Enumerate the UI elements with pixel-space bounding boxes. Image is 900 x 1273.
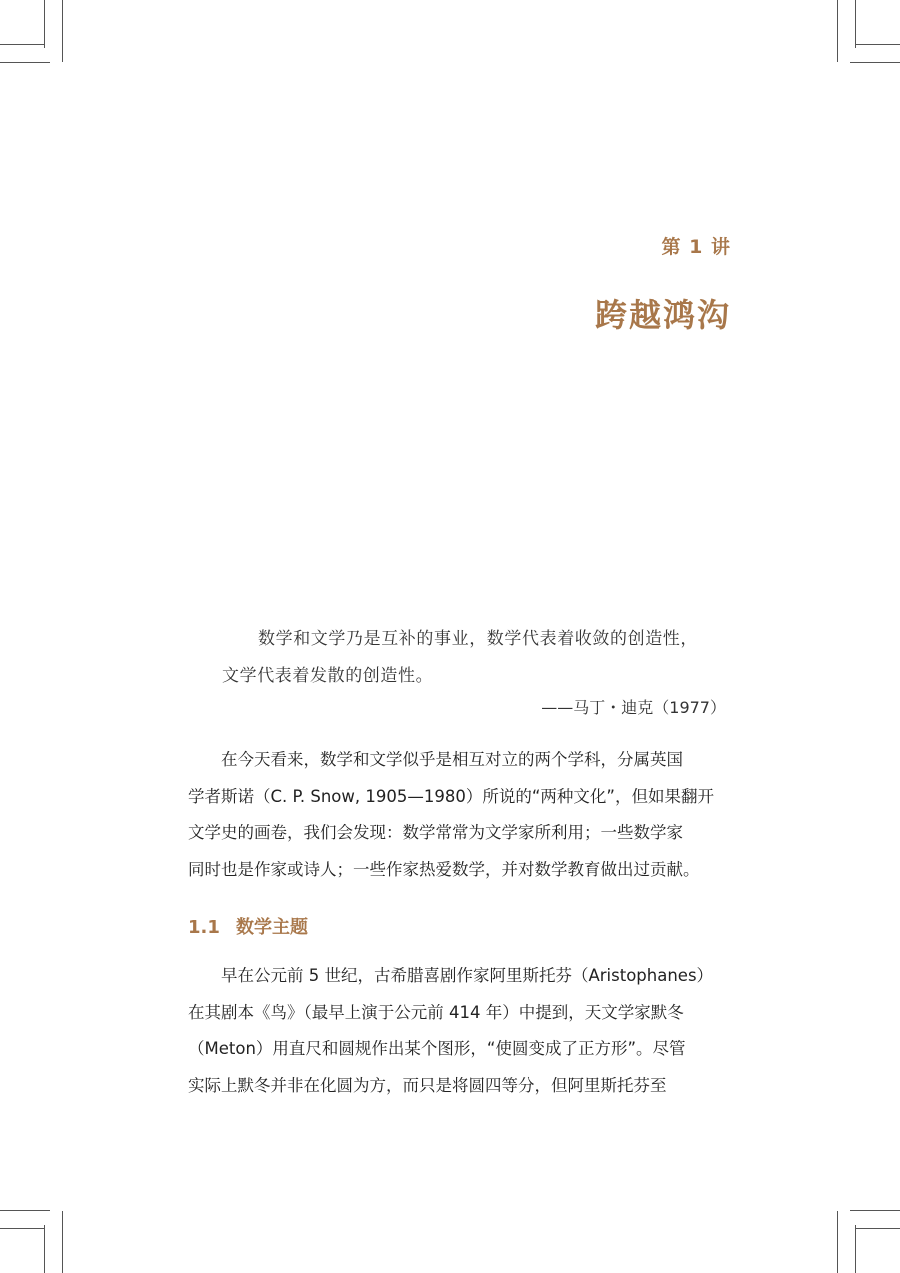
body-paragraph [188,958,736,1104]
intro-paragraph [188,742,736,888]
epigraph-line-1: 数学和文学乃是互补的事业，数学代表着收敛的创造性， [258,629,698,649]
epigraph-line-2: 文学代表着发散的创造性。 [222,666,434,686]
crop-mark-bottom-left-v2 [44,1225,45,1273]
crop-mark-top-right-v2 [855,0,856,48]
intro-line: 同时也是作家或诗人；一些作家热爱数学，并对数学教育做出过贡献。 [188,859,700,879]
intro-line: 文学史的画卷，我们会发现：数学常常为文学家所利用；一些数学家 [188,823,683,842]
section-heading [188,913,308,939]
section-title: 数学主题 [236,917,308,938]
body-line: （Meton）用直尺和圆规作出某个图形，“使圆变成了正方形”。尽管 [188,1039,686,1058]
crop-mark-top-right-h [850,62,900,63]
crop-mark-top-left-h2 [0,44,44,45]
chapter-title: 跨越鸿沟 [594,296,731,334]
crop-mark-top-right-v [837,0,838,62]
crop-mark-bottom-right-v2 [855,1225,856,1273]
crop-mark-bottom-right-h [850,1210,900,1211]
crop-mark-top-right-h2 [856,44,900,45]
body-line: 早在公元前 5 世纪，古希腊喜剧作家阿里斯托芬（Aristophanes） [188,966,714,985]
epigraph-attribution: ——马丁・迪克（1977） [541,698,726,717]
crop-mark-top-left-v2 [44,0,45,48]
crop-mark-bottom-left-h2 [0,1228,44,1229]
section-number: 1.1 [188,917,220,938]
crop-mark-top-left-h [0,62,50,63]
crop-mark-top-left-v [62,0,63,62]
body-line: 在其剧本《鸟》（最早上演于公元前 414 年）中提到，天文学家默冬 [188,1002,684,1022]
body-line: 实际上默冬并非在化圆为方，而只是将圆四等分，但阿里斯托芬至 [188,1075,667,1095]
chapter-number: 第 1 讲 [661,236,731,258]
crop-mark-bottom-right-h2 [856,1228,900,1229]
intro-line: 在今天看来，数学和文学似乎是相互对立的两个学科，分属英国 [188,750,683,769]
intro-line: 学者斯诺（C. P. Snow, 1905—1980）所说的“两种文化”，但如果翻开 [188,786,714,806]
crop-mark-bottom-left-v [62,1211,63,1273]
crop-mark-bottom-left-h [0,1210,50,1211]
crop-mark-bottom-right-v [837,1211,838,1273]
